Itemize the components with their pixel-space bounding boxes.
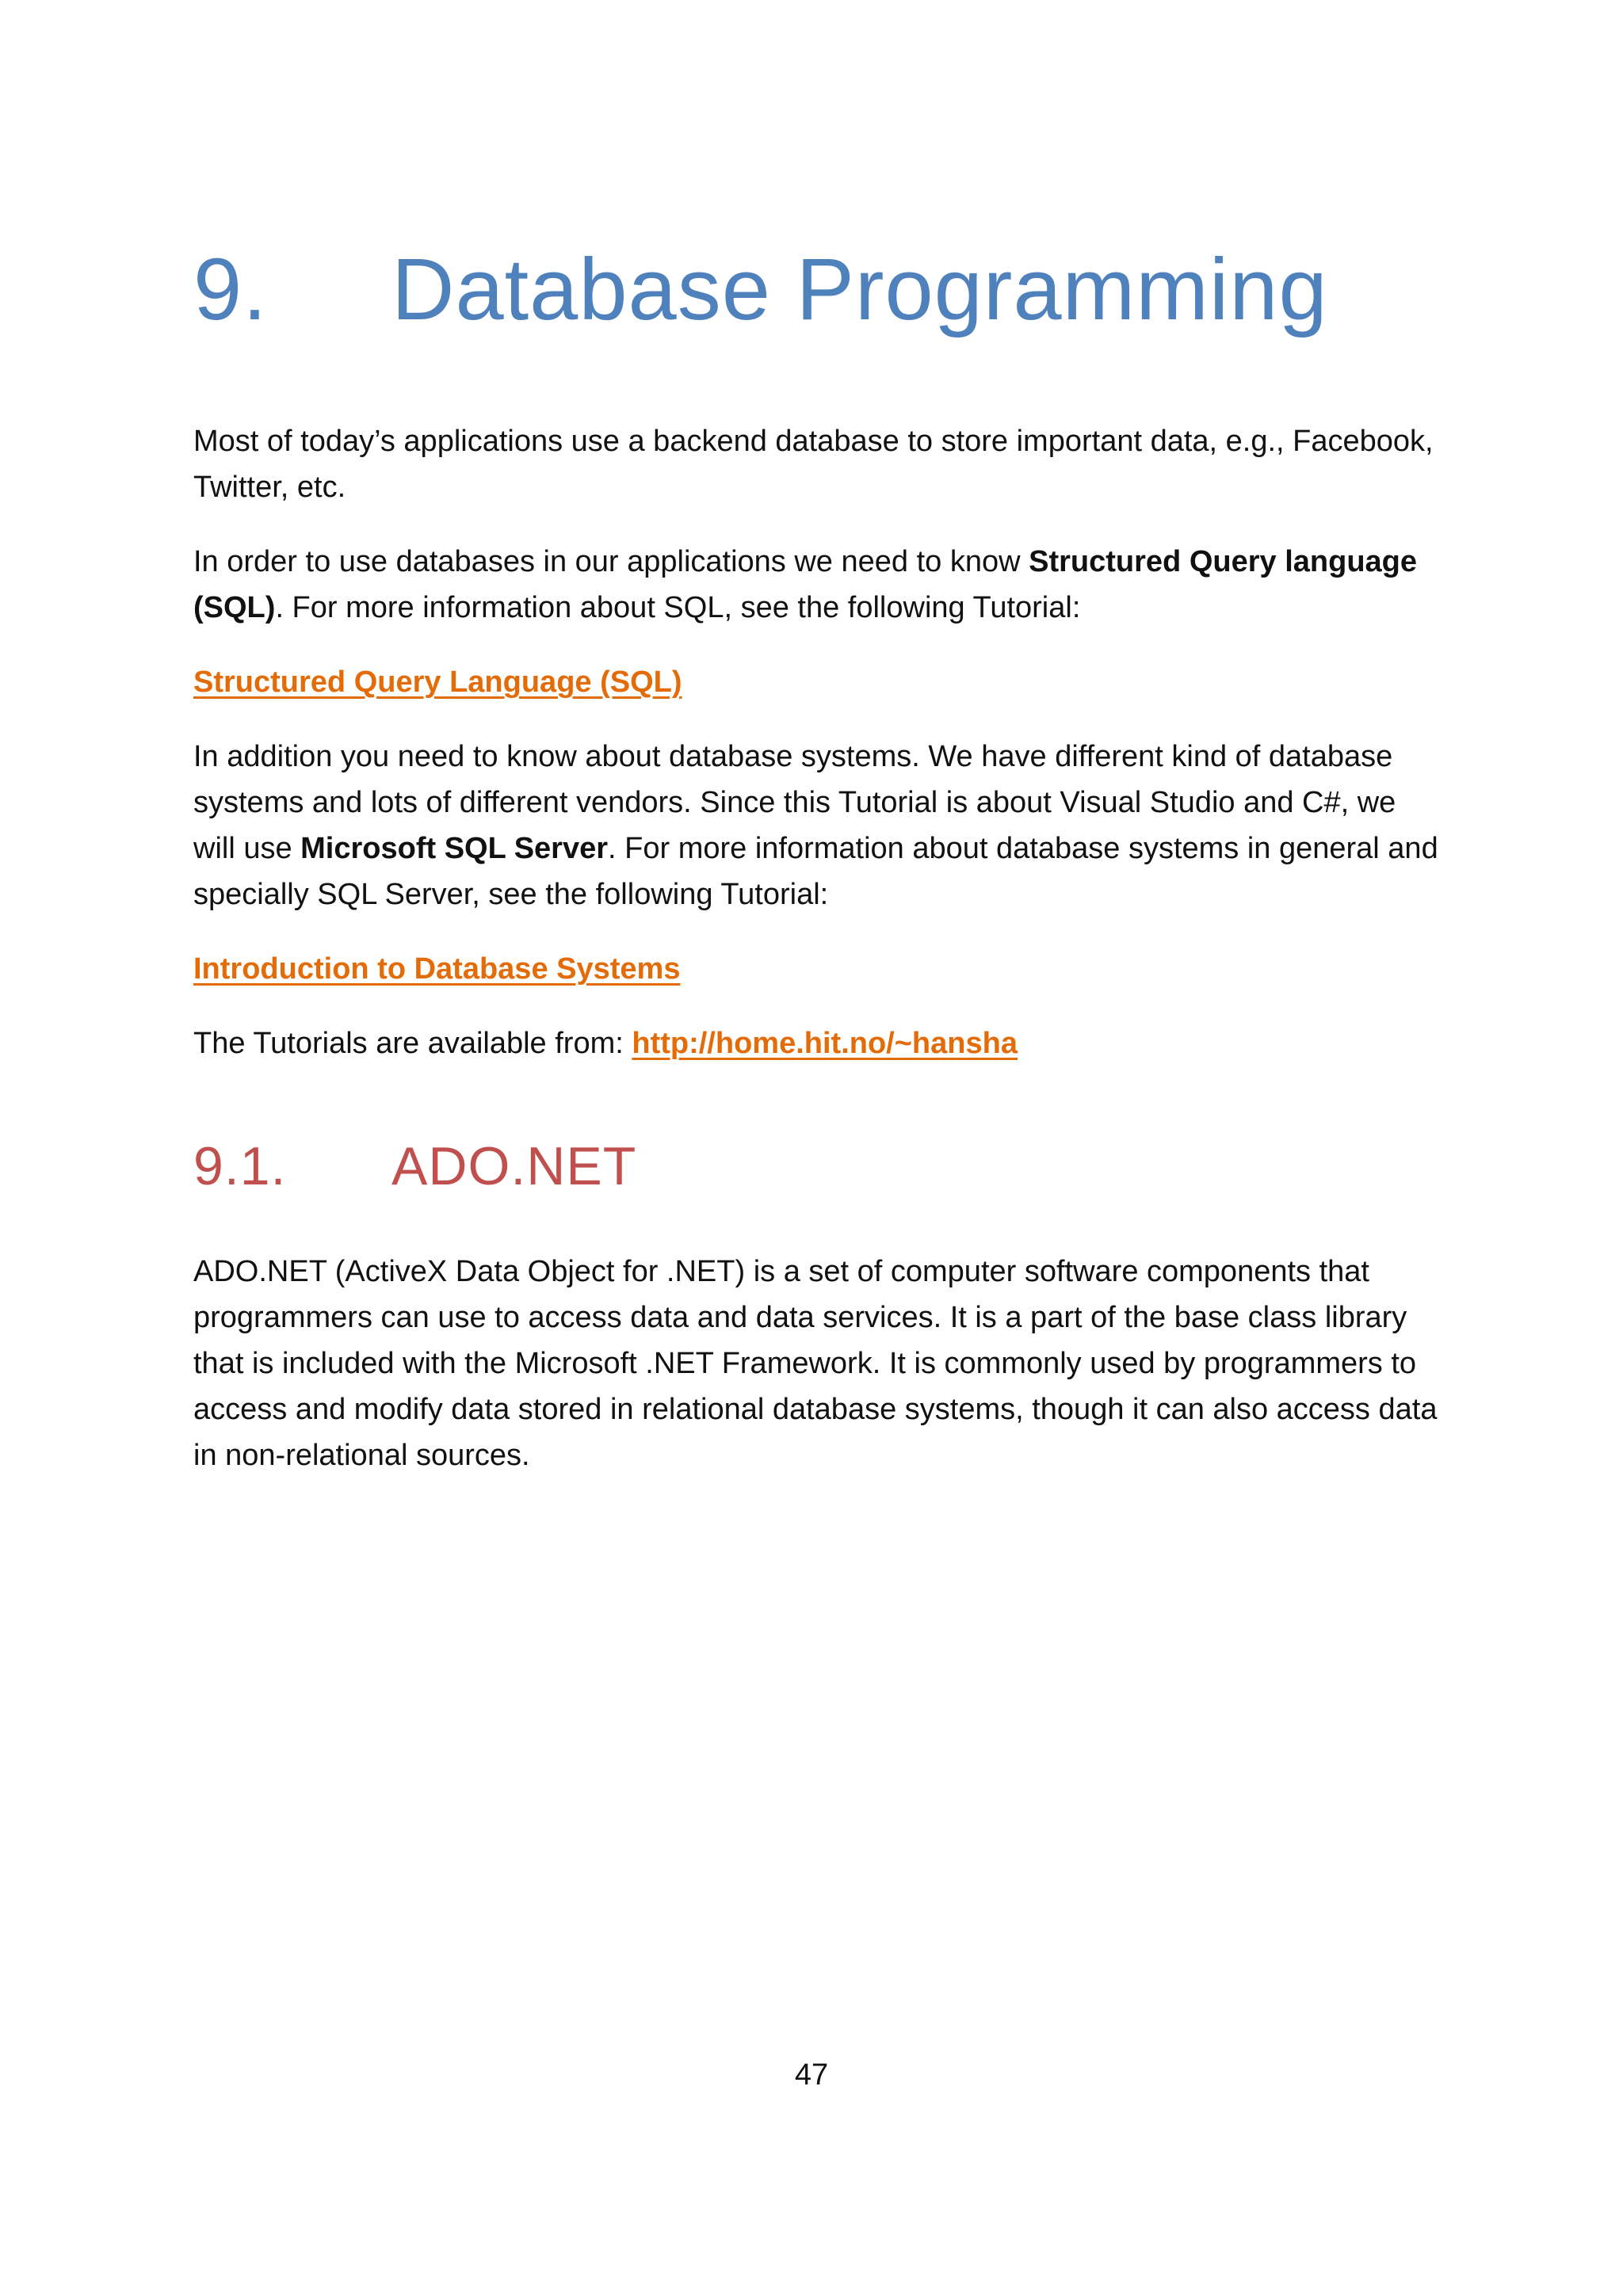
ado-net-paragraph: ADO.NET (ActiveX Data Object for .NET) is a set of computer software components that programmers can use to access data and data services. It is a part of the base class library that is included with the Microsoft .NET Framework. It is commonly used by programmers to access and modify data stored in relational database systems, though it can also access data in non-relational sources. [193,1254,1438,1472]
intro-p3-text-before: In addition you need to know about database systems. We have different kind of database systems and lots of different vendors. Since this Tutorial is about Visual Studio and C#, we will use [193,740,1396,865]
page-content [193,238,1445,1478]
sql-link-paragraph [193,659,1445,705]
sql-term: Structured Query language (SQL) [193,545,1418,624]
database-systems-tutorial-link[interactable]: Introduction to Database Systems [193,952,681,986]
intro-p3-text-after: . For more information about database systems in general and specially SQL Server, see the following Tutorial: [193,832,1438,911]
intro-p4-text: The Tutorials are available from: [193,1027,632,1060]
intro-p2-text-before: In order to use databases in our applications we need to know [193,545,1029,578]
sql-tutorial-link[interactable]: Structured Query Language (SQL) [193,666,682,699]
page-number: 47 [794,2058,829,2092]
intro-paragraph-2 [193,539,1445,631]
section-number: 9.1. [193,1136,287,1196]
section-title: ADO.NET [391,1136,637,1196]
section-heading [193,1135,1445,1199]
intro-paragraph-1: Most of today’s applications use a backend database to store important data, e.g., Facebook, Twitter, etc. [193,425,1434,504]
intro-paragraph-3 [193,734,1445,917]
sql-server-term: Microsoft SQL Server [300,832,609,865]
chapter-title: Database Programming [391,241,1328,338]
intro-p2-text-after: . For more information about SQL, see the following Tutorial: [275,591,1081,624]
chapter-heading [193,238,1445,342]
dbsys-link-paragraph [193,946,1445,992]
chapter-number: 9. [193,241,268,338]
tutorials-url-link[interactable]: http://home.hit.no/~hansha [632,1027,1018,1060]
intro-paragraph-4 [193,1020,1445,1066]
